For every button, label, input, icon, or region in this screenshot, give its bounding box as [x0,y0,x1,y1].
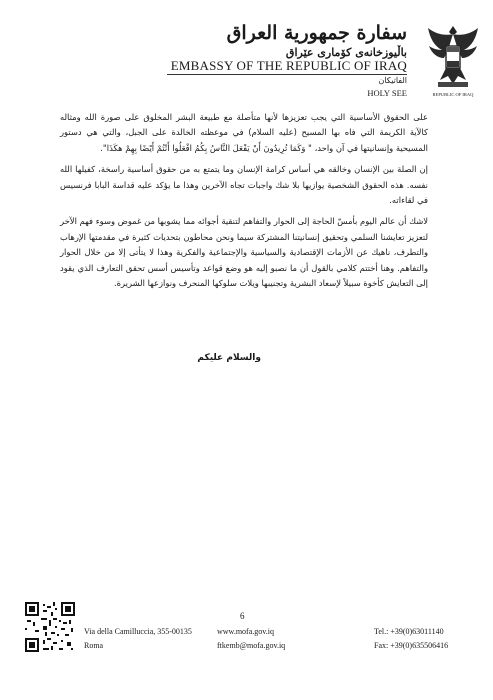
embassy-name-english: EMBASSY OF THE REPUBLIC OF IRAQ [170,58,407,73]
email-link[interactable]: ftkemb@mofa.gov.iq [217,641,286,650]
holy-see-english: HOLY SEE [367,88,407,98]
fax-number: Fax: +39(0)635506416 [374,641,449,650]
paragraph: إن الصلة بين الإنسان وخالقه هي أساس كرامة الإنسان وما يتمتع به من حقوق أساسية راسخة، كفيلها الله نفسه. هذه الحقوق الشخصية يوازيها بلا شك واجبات تجاه الآخرين وهذا ما يؤكد عليه قداسة البابا فرنسيس في لقاءاته. [60,164,428,206]
qr-code-icon [25,602,75,652]
embassy-name-kurdish: باڵیوزخانەی کۆماری عێراق [285,46,407,59]
closing-greeting: والسلام عليكم [197,353,261,363]
holy-see-arabic: الفاتيكان [378,76,407,85]
iraq-eagle-seal-icon [424,20,482,102]
telephone-number: Tel.: +39(0)63011140 [374,627,444,636]
paragraph: لاشك أن عالم اليوم بأمسّ الحاجة إلى الحوار والتفاهم لتنقية أجوائه مما يشوبها من غموض وسوء فهم الآخر لتعزيز تعايشنا السلمي وتحقيق إنسانيتنا المشتركة سيما ونحن محاطون بتحديات كثيرة في مقدمتها الإرهاب والتطرف، ناهيك عن الأزمات الإقتصادية والسياسية والإجتماعية والفكرية وهذا لا يتأتى إلا من خلال الحوار والتفاهم. وهنا أختتم كلامي بالقول أن ما نصبو إليه هو وضع قواعد وتأسيس أسس تحقق التعارف الذي يقود إلى التعايش كأخوة سبيلاً لإسعاد البشرية وتجنيبها ويلات سلوكها المنحرف ونوازعها الشريرة. [60,216,428,289]
address-line-1: Via della Camilluccia, 355-00135 [84,627,192,636]
header-divider [167,74,407,75]
embassy-name-arabic: سفارة جمهورية العراق [226,22,407,44]
website-link[interactable]: www.mofa.gov.iq [217,627,274,636]
letter-body [60,110,428,297]
paragraph: على الحقوق الأساسية التي يجب تعزيزها لأنها متأصلة مع طبيعة البشر المخلوق على صورة الله ومثاله كالآية الكريمة التي فاه بها المسيح (عليه السلام) في موعظته الخالدة على الجبل، والتي هي دستور المسيحية وإنسانيتها في آن واحد، " وَكَمَا تُرِيدُونَ أَنْ يَفْعَلَ النَّاسُ بِكُمُ افْعَلُوا أَنْتُمْ أَيْضًا بِهِمْ هكَذَا". [60,112,428,153]
page-number: 6 [240,611,245,621]
address-line-2: Roma [84,641,104,650]
seal-caption: REPUBLIC OF IRAQ [432,92,474,97]
